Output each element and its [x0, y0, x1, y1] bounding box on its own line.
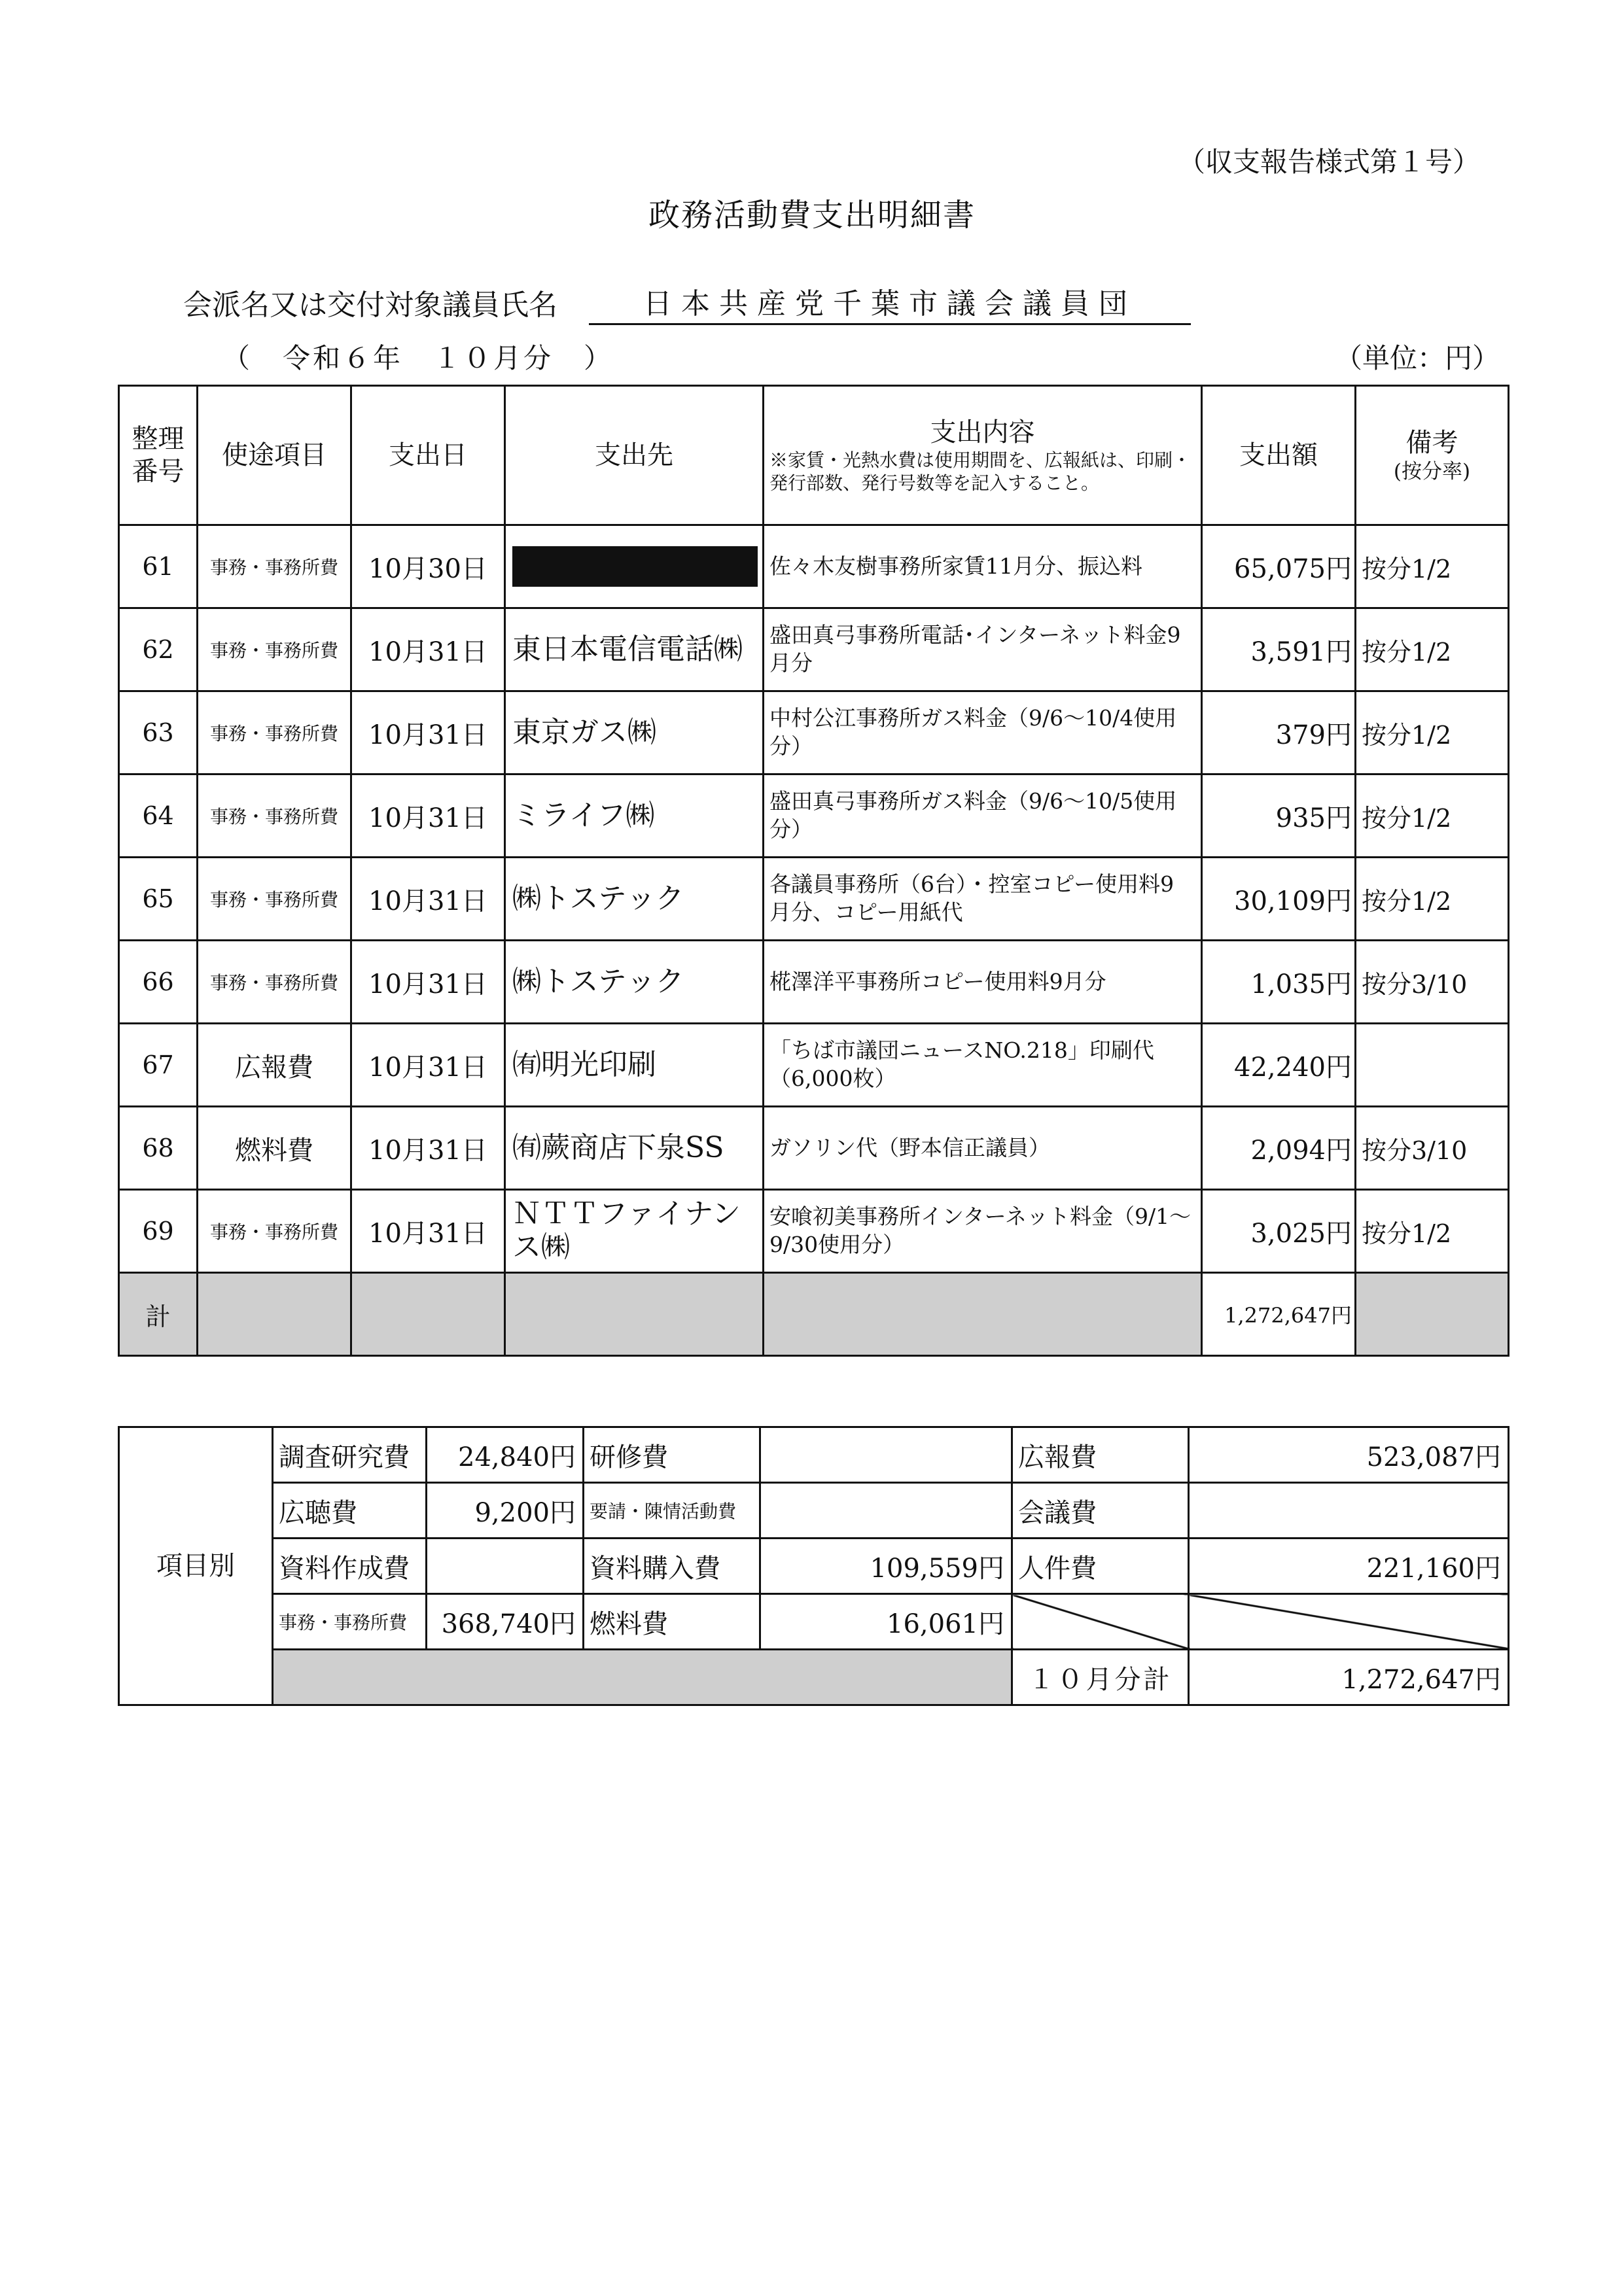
row-date: 10月31日: [351, 691, 505, 774]
total-label: 計: [119, 1273, 198, 1356]
redacted-payee-block: [512, 546, 758, 587]
summary-label: 要請・陳情活動費: [584, 1483, 760, 1539]
table-row: [119, 858, 1509, 941]
summary-label: 資料購入費: [584, 1539, 760, 1594]
form-number: （収支報告様式第１号）: [1178, 146, 1481, 178]
summary-row: [119, 1483, 1509, 1539]
row-content: 各議員事務所（6台）・控室コピー使用料9月分、コピー用紙代: [764, 858, 1202, 941]
total-blank-cell: [198, 1273, 351, 1356]
summary-label: 調査研究費: [273, 1427, 427, 1483]
row-amount: 2,094円: [1202, 1107, 1356, 1190]
row-content: 佐々木友樹事務所家賃11月分、振込料: [764, 525, 1202, 608]
table-header-row: [119, 386, 1509, 525]
table-row: [119, 608, 1509, 691]
row-content: 中村公江事務所ガス料金（9/6～10/4使用分）: [764, 691, 1202, 774]
table-row: [119, 1024, 1509, 1107]
row-date: 10月31日: [351, 858, 505, 941]
row-date: 10月31日: [351, 608, 505, 691]
table-row: [119, 525, 1509, 608]
summary-label: 広報費: [1012, 1427, 1189, 1483]
summary-value: 16,061円: [760, 1594, 1012, 1650]
row-memo: 按分1/2: [1356, 608, 1509, 691]
row-no: 63: [119, 691, 198, 774]
summary-value: 9,200円: [427, 1483, 584, 1539]
total-blank-cell: [1356, 1273, 1509, 1356]
row-category: 事務・事務所費: [198, 608, 351, 691]
row-payee: ㈱トステック: [505, 941, 764, 1024]
row-amount: 30,109円: [1202, 858, 1356, 941]
faction-label: 会派名又は交付対象議員氏名: [183, 288, 557, 322]
summary-total-row: [119, 1650, 1509, 1705]
summary-value: [1189, 1483, 1509, 1539]
summary-label: 研修費: [584, 1427, 760, 1483]
header-payee: 支出先: [505, 386, 764, 525]
row-memo: 按分1/2: [1356, 691, 1509, 774]
row-amount: 3,025円: [1202, 1190, 1356, 1273]
row-amount: 3,591円: [1202, 608, 1356, 691]
table-row: [119, 1190, 1509, 1273]
row-payee: [505, 525, 764, 608]
row-category: 事務・事務所費: [198, 525, 351, 608]
table-row: [119, 941, 1509, 1024]
summary-label: 資料作成費: [273, 1539, 427, 1594]
row-category: 燃料費: [198, 1107, 351, 1190]
header-memo: [1356, 386, 1509, 525]
row-payee: ㈲明光印刷: [505, 1024, 764, 1107]
row-content: ガソリン代（野本信正議員）: [764, 1107, 1202, 1190]
row-memo: [1356, 1024, 1509, 1107]
row-no: 65: [119, 858, 198, 941]
summary-value: [427, 1539, 584, 1594]
row-category: 事務・事務所費: [198, 774, 351, 858]
row-no: 69: [119, 1190, 198, 1273]
total-blank-cell: [351, 1273, 505, 1356]
table-row: [119, 774, 1509, 858]
table-row: [119, 1107, 1509, 1190]
row-payee: ＮＴＴファイナンス㈱: [505, 1190, 764, 1273]
summary-label: 事務・事務所費: [273, 1594, 427, 1650]
row-no: 66: [119, 941, 198, 1024]
category-summary-table: [118, 1426, 1509, 1706]
faction-name: 日本共産党千葉市議会議員団: [589, 280, 1191, 325]
row-no: 64: [119, 774, 198, 858]
header-amount: 支出額: [1202, 386, 1356, 525]
row-content: 椛澤洋平事務所コピー使用料9月分: [764, 941, 1202, 1024]
row-amount: 935円: [1202, 774, 1356, 858]
row-date: 10月31日: [351, 774, 505, 858]
summary-value: 523,087円: [1189, 1427, 1509, 1483]
summary-label: 広聴費: [273, 1483, 427, 1539]
row-amount: 65,075円: [1202, 525, 1356, 608]
total-amount: 1,272,647円: [1202, 1273, 1356, 1356]
header-content-title: 支出内容: [930, 417, 1035, 447]
row-memo: 按分1/2: [1356, 858, 1509, 941]
row-category: 事務・事務所費: [198, 691, 351, 774]
summary-label: 燃料費: [584, 1594, 760, 1650]
summary-label: 会議費: [1012, 1483, 1189, 1539]
summary-row: [119, 1539, 1509, 1594]
row-date: 10月30日: [351, 525, 505, 608]
row-category: 広報費: [198, 1024, 351, 1107]
header-no: 整理番号: [119, 386, 198, 525]
header-date: 支出日: [351, 386, 505, 525]
row-content: 「ちば市議団ニュースNO.218」印刷代（6,000枚）: [764, 1024, 1202, 1107]
header-memo-sub: (按分率): [1393, 459, 1471, 483]
header-memo-title: 備考: [1405, 427, 1458, 458]
summary-label: 人件費: [1012, 1539, 1189, 1594]
row-memo: 按分3/10: [1356, 1107, 1509, 1190]
table-row: [119, 691, 1509, 774]
row-memo: 按分1/2: [1356, 774, 1509, 858]
row-amount: 42,240円: [1202, 1024, 1356, 1107]
row-memo: 按分1/2: [1356, 1190, 1509, 1273]
row-date: 10月31日: [351, 941, 505, 1024]
row-no: 68: [119, 1107, 198, 1190]
diagonal-cell: [1189, 1594, 1509, 1650]
summary-value: [760, 1483, 1012, 1539]
month-total-value: 1,272,647円: [1189, 1650, 1509, 1705]
row-no: 67: [119, 1024, 198, 1107]
summary-row: [119, 1427, 1509, 1483]
total-blank-cell: [505, 1273, 764, 1356]
summary-grey-cell: [273, 1650, 1012, 1705]
expense-detail-table: [118, 385, 1509, 1357]
row-amount: 1,035円: [1202, 941, 1356, 1024]
row-date: 10月31日: [351, 1024, 505, 1107]
total-blank-cell: [764, 1273, 1202, 1356]
summary-value: 368,740円: [427, 1594, 584, 1650]
row-no: 62: [119, 608, 198, 691]
summary-side-label: 項目別: [119, 1427, 273, 1705]
row-date: 10月31日: [351, 1190, 505, 1273]
month-total-label: １０月分計: [1012, 1650, 1189, 1705]
row-payee: 東京ガス㈱: [505, 691, 764, 774]
summary-value: 109,559円: [760, 1539, 1012, 1594]
report-period: （ 令和６年 １０月分 ）: [222, 342, 614, 374]
row-category: 事務・事務所費: [198, 1190, 351, 1273]
row-payee: ㈱トステック: [505, 858, 764, 941]
row-payee: 東日本電信電話㈱: [505, 608, 764, 691]
document-title: 政務活動費支出明細書: [648, 197, 976, 234]
summary-value: 221,160円: [1189, 1539, 1509, 1594]
row-date: 10月31日: [351, 1107, 505, 1190]
summary-value: 24,840円: [427, 1427, 584, 1483]
row-no: 61: [119, 525, 198, 608]
diagonal-cell: [1012, 1594, 1189, 1650]
row-category: 事務・事務所費: [198, 941, 351, 1024]
summary-row: [119, 1594, 1509, 1650]
row-content: 安喰初美事務所インターネット料金（9/1～9/30使用分）: [764, 1190, 1202, 1273]
row-payee: ミライフ㈱: [505, 774, 764, 858]
summary-value: [760, 1427, 1012, 1483]
row-memo: 按分1/2: [1356, 525, 1509, 608]
row-payee: ㈲蕨商店下泉SS: [505, 1107, 764, 1190]
unit-label: （単位：円）: [1335, 342, 1500, 374]
header-content: [764, 386, 1202, 525]
total-row: [119, 1273, 1509, 1356]
row-content: 盛田真弓事務所電話･インターネット料金9月分: [764, 608, 1202, 691]
header-category: 使途項目: [198, 386, 351, 525]
row-content: 盛田真弓事務所ガス料金（9/6～10/5使用分）: [764, 774, 1202, 858]
row-amount: 379円: [1202, 691, 1356, 774]
row-category: 事務・事務所費: [198, 858, 351, 941]
header-content-note: ※家賃・光熱水費は使用期間を、広報紙は、印刷・発行部数、発行号数等を記入すること。: [769, 449, 1192, 494]
row-memo: 按分3/10: [1356, 941, 1509, 1024]
